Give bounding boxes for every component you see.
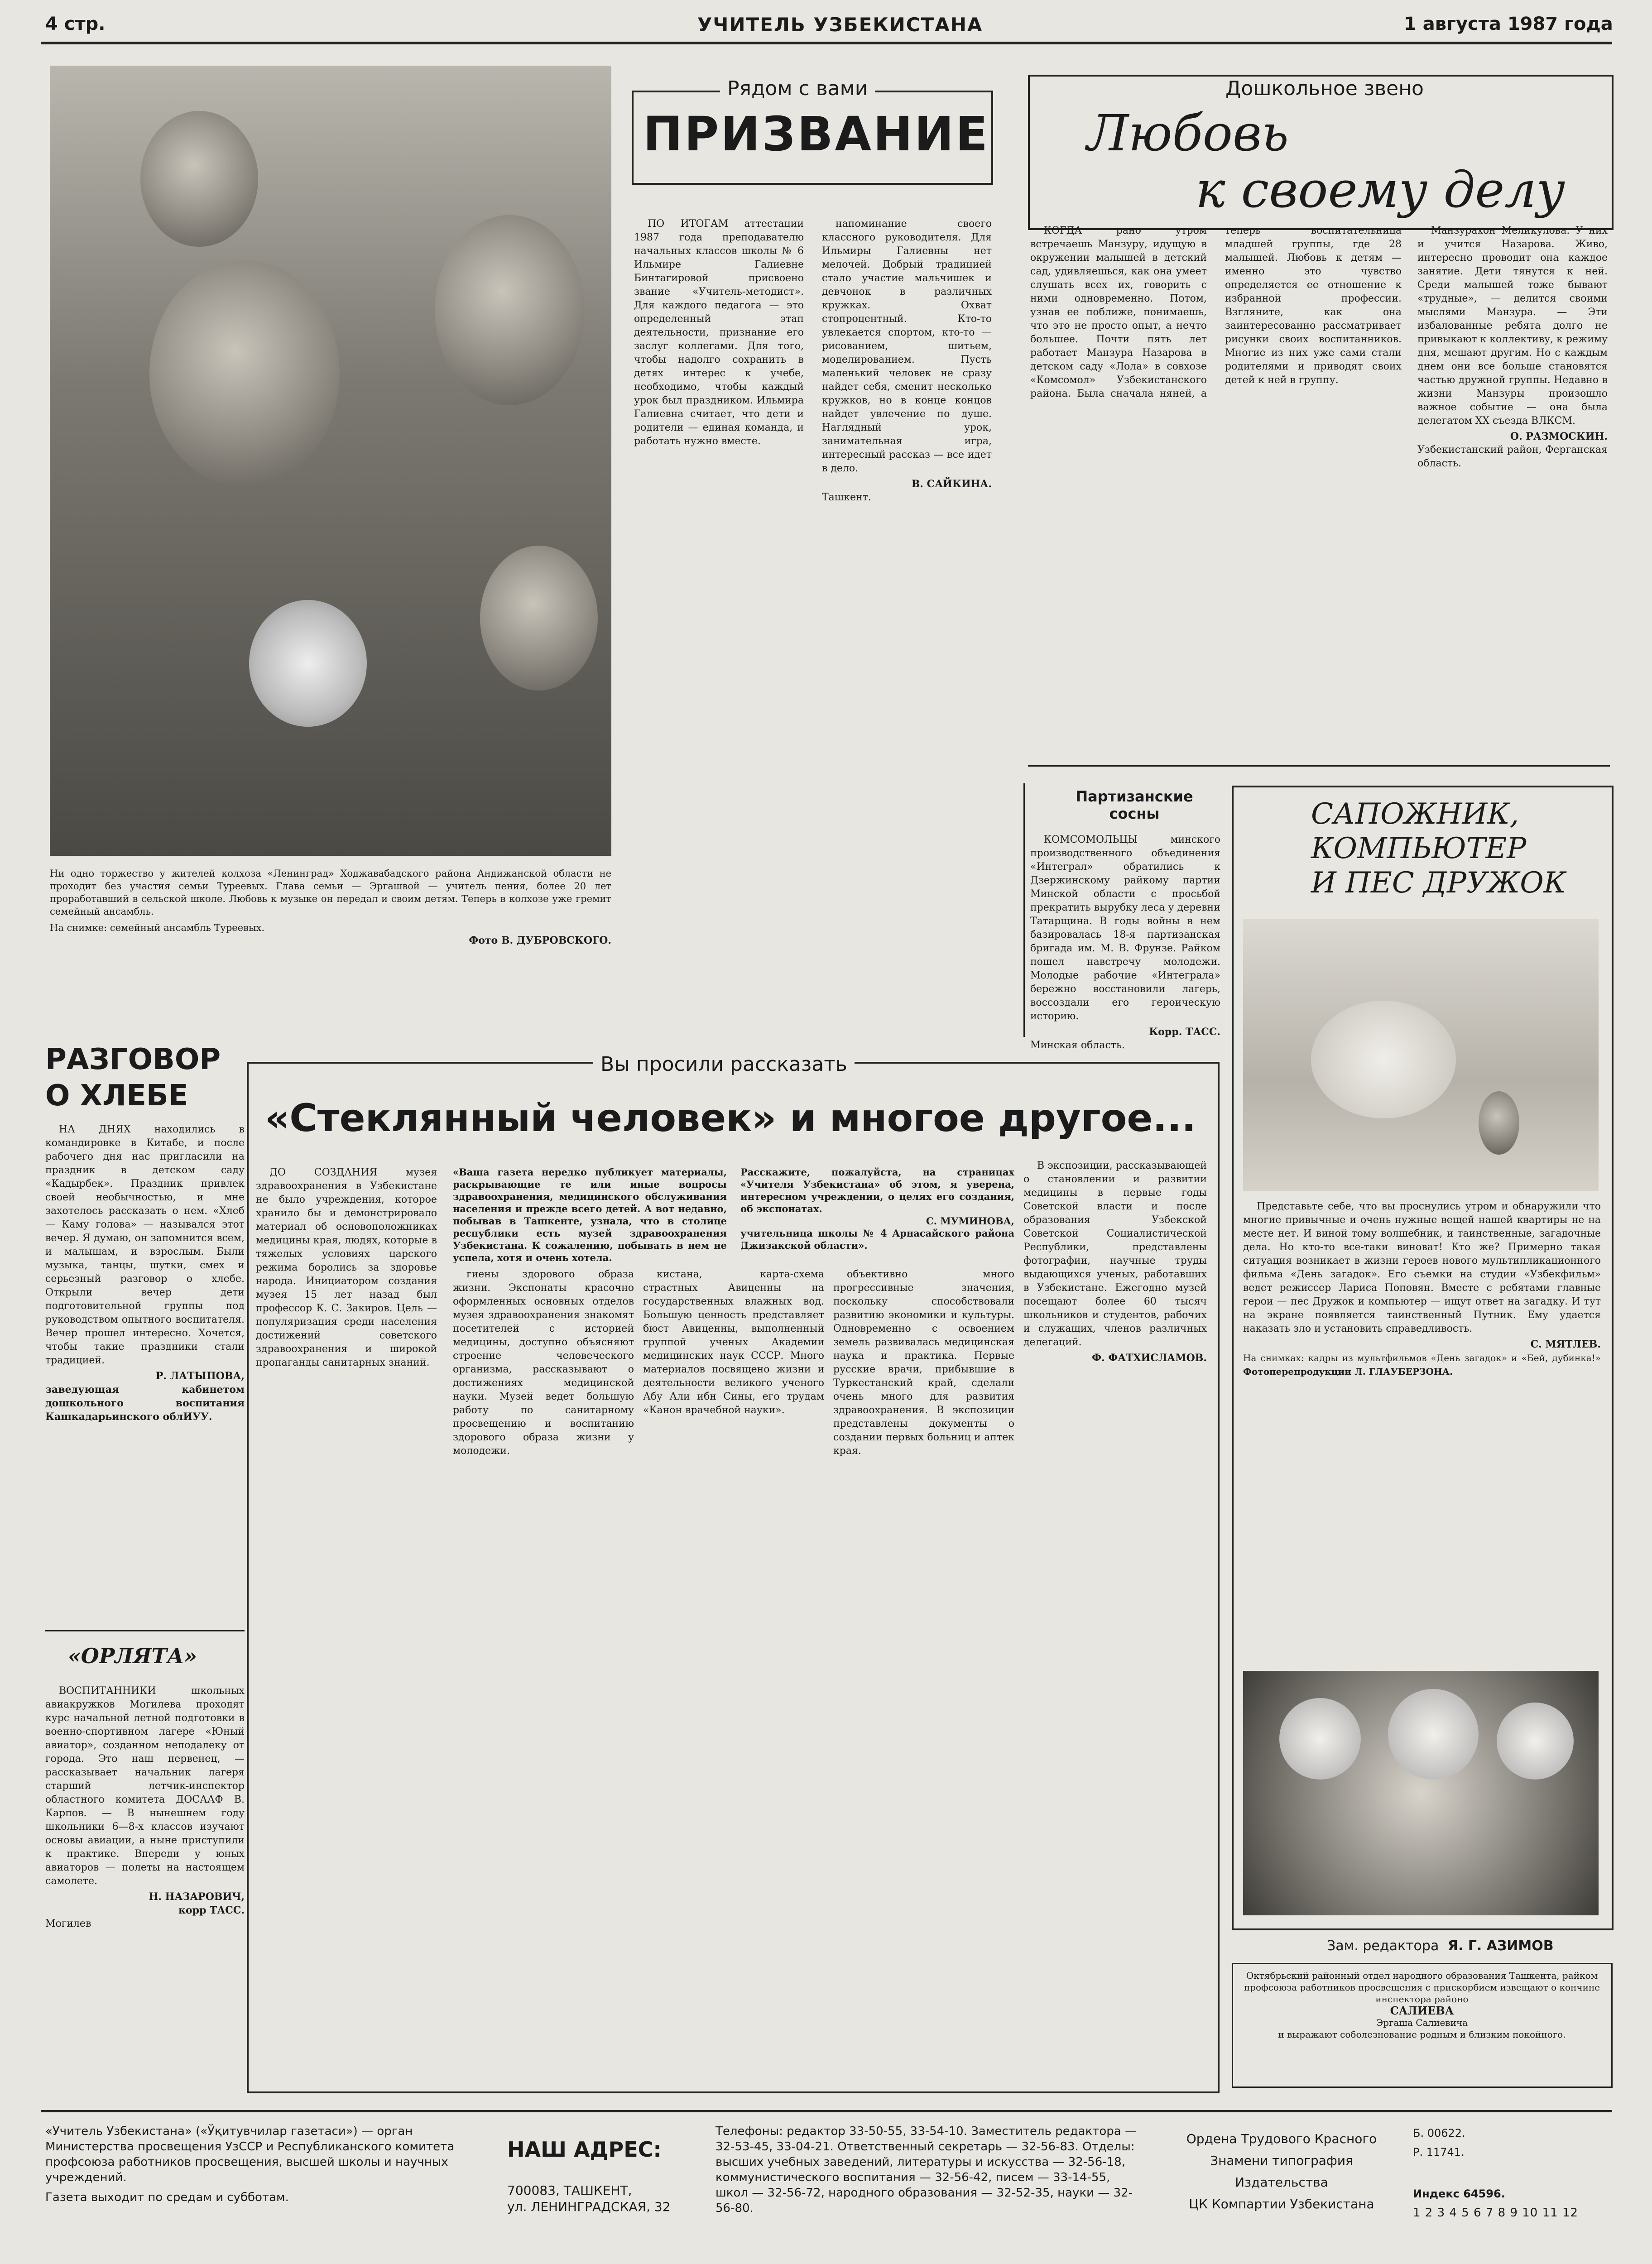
footer-code-2: Р. 11741. <box>1413 2146 1465 2158</box>
prizvanie-signature: В. САЙКИНА. <box>911 478 992 490</box>
footer-digits: 1 2 3 4 5 6 7 8 9 10 11 12 <box>1413 2206 1579 2220</box>
steklyanny-col5: В экспозиции, рассказывающей о становлении и развитии медицины в первые годы Советской власти и после образования Узбекской Советской Социалистической Республики, представлены фотографии, научные труды выдающихся ученых, работавших в Узбекистане. Ежегодно музей посещают более 60 тысяч школьников и студентов, рабочих и служащих, членов различных делегаций. <box>1023 1160 1207 1348</box>
family-photo <box>50 66 611 856</box>
prizvanie-col1: ПО ИТОГАМ аттестации 1987 года преподавателю начальных классов школы № 6 Ильмире Галиевне Бинтагировой присвоено звание «Учитель-методист». Для каждого педагога — это определенный этап деятельности, признание его заслуг коллегами. Для того, чтобы надолго сохранить в детях интерес к учебе, необходимо, чтобы каждый урок был праздником. Ильмира Галиевна считает, что дети и родители — единая команда, и работать нужно вместе. <box>634 218 804 447</box>
photo-note: На снимке: семейный ансамбль Туреевых. <box>50 922 265 933</box>
lyubov-title-2: к своему делу <box>1196 161 1566 219</box>
steklyanny-col3: кистана, карта-схема страстных Авиценны на государственных влажных вод. Большую ценность представляет бюст Авиценны, выполненный группой ученых Академии медицинских наук СССР. Много материалов посвящено жизни и деятельности великого ученого Абу Али ибн Сины, его трудам «Канон врачебной науки». <box>643 1269 824 1416</box>
footer-about: «Учитель Узбекистана» («Ўқитувчилар газетаси») — орган Министерства просвещения УзССР и Республиканского комитета профсоюза работников просвещения, высшей школы и научных учреждений. <box>45 2125 455 2184</box>
condolence-name: САЛИЕВА <box>1390 2004 1454 2017</box>
partizan-text: КОМСОМОЛЬЦЫ минского производственного объединения «Интеграл» обратились к Дзержинскому райкому партии Минской области с просьбой прекратить вырубку леса у деревни Татарщина. В годы войны в нем базировалась 18-я партизанская бригада им. М. В. Фрунзе. Райком пошел навстречу молодежи. Молодые рабочие «Интеграла» бережно восстановили лагерь, воссоздали его героическую историю. <box>1030 834 1220 1022</box>
razgovor-signature: Р. ЛАТЫПОВА, <box>155 1370 245 1382</box>
baby-face <box>249 600 367 727</box>
issue-date: 1 августа 1987 года <box>1404 14 1613 34</box>
footer-address-street: ул. ЛЕНИНГРАДСКАЯ, 32 <box>507 2199 671 2214</box>
footer-order-2: Знамени типография Издательства <box>1210 2153 1353 2190</box>
kids-drawing <box>1479 1091 1519 1155</box>
footer-address-label: НАШ АДРЕС: <box>507 2137 662 2162</box>
sapozhnik-title-3: И ПЕС ДРУЖОК <box>1311 866 1566 900</box>
cartoon-figures-photo <box>1243 1671 1599 1915</box>
lyubov-kicker: Дошкольное звено <box>1218 77 1431 100</box>
partizan-signature: Корр. ТАСС. <box>1149 1026 1220 1038</box>
prizvanie-title: ПРИЗВАНИЕ <box>643 106 990 162</box>
photo-credit: Фото В. ДУБРОВСКОГО. <box>469 935 611 946</box>
partizan-title-1: Партизанские <box>1076 788 1193 805</box>
orlyata-sig-note: корр ТАСС. <box>178 1904 245 1916</box>
lyubov-text: КОГДА рано утром встречаешь Манзуру, идущую в окружении малышей в детский сад, удивляешься, как она умеет слушать всех их, говорить с ними одновременно. Потом, узнав ее поближе, понимаешь, что это не просто опыт, а нечто большее. Почти пять лет работает Манзура Назарова в детском саду «Лола» в совхозе «Комсомол» Узбекистанского района. Была сначала няней, а теперь воспитательница младшей группы, где 28 малышей. Любовь к детям — именно это чувство определяется ее отношение к избранной профессии. Взгляните, как она заинтересованно рассматривает рисунки своих воспитанников. Многие из них уже сами стали родителями и приводят своих детей к ней в группу. <box>1030 225 1402 399</box>
steklyanny-lead-sign-note: учительница школы № 4 Арнасайского района Джизакской области». <box>740 1228 1014 1251</box>
figure-center <box>1388 1689 1479 1780</box>
condolence-name-2: Эргаша Салиевича <box>1376 2017 1468 2028</box>
sapozhnik-title-2: КОМПЬЮТЕР <box>1311 832 1527 865</box>
editor-label: Зам. редактора <box>1327 1938 1439 1954</box>
razgovor-sig-note: заведующая кабинетом дошкольного воспитания Кашкадарьинского облИУУ. <box>45 1384 245 1423</box>
editor-name: Я. Г. АЗИМОВ <box>1447 1938 1554 1954</box>
prizvanie-place: Ташкент. <box>822 492 871 503</box>
newspaper-title: УЧИТЕЛЬ УЗБЕКИСТАНА <box>697 14 983 36</box>
orlyata-signature: Н. НАЗАРОВИЧ, <box>149 1891 245 1903</box>
steklyanny-lead-2: Расскажите, пожалуйста, на страницах «Учителя Узбекистана» об этом, я уверена, интересном учреждении, о целях его создания, об экспонатах. <box>740 1166 1014 1214</box>
page-number: 4 стр. <box>45 14 106 34</box>
steklyanny-col4: объективно много прогрессивные значения, поскольку способствовали развитию экономики и культуры. Одновременно с освоением земель развивалась медицинская наука и практика. Первые русские врачи, прибывшие в Туркестанский край, сделали очень много для развития здравоохранения. В экспозиции представлены документы о создании первых больниц и аптек края. <box>833 1269 1014 1457</box>
partizan-rule <box>1023 783 1025 1037</box>
footer-order-3: ЦК Компартии Узбекистана <box>1189 2197 1374 2211</box>
footer-rule <box>41 2110 1612 2112</box>
masthead-rule <box>41 42 1612 44</box>
orlyata-title: «ОРЛЯТА» <box>68 1644 197 1668</box>
razgovor-rule <box>45 1630 245 1631</box>
father-face <box>149 260 340 487</box>
lyubov-text-2: Манзурахон Меликулова. У них и учится Назарова. Живо, интересно проводит она каждое занятие. Дети тянутся к ней. Среди малышей тоже бывают «трудные», — делится своими мыслями Манзура. — Эти избалованные ребята долго не привыкают к коллективу, к режиму дня, мешают другим. Но с каждым днем они все больше становятся частью дружной группы. Недавно в жизни Манзуры произошло важное событие — она была делегатом XX съезда ВЛКСМ. <box>1417 225 1608 427</box>
lyubov-bottom-rule <box>1028 765 1610 767</box>
steklyanny-lead-1: «Ваша газета нередко публикует материалы, раскрывающие те или иные вопросы здравоохранения, медицинского обслуживания населения и прежде всего детей. А вот недавно, побывав в Ташкенте, узнала, что в столице республики есть музей здравоохранения Узбекистана. К сожалению, побывать в нем не успела, хотя и очень хотела. <box>453 1166 727 1263</box>
condolence-text: Октябрьский районный отдел народного образования Ташкента, райком профсоюза работников просвещения с прискорбием извещают о кончине инспектора районо <box>1244 1970 1600 2005</box>
razgovor-title-1: РАЗГОВОР <box>45 1043 221 1076</box>
condolence-tail: и выражают соболезнование родным и близким покойного. <box>1278 2029 1566 2040</box>
lyubov-signature: О. РАЗМОСКИН. <box>1510 431 1608 442</box>
computer-drawing <box>1311 1001 1456 1118</box>
steklyanny-col1: ДО СОЗДАНИЯ музея здравоохранения в Узбекистане не было учреждения, которое хранило бы и демонстрировало материал об основоположниках медицины края, людях, которые в тяжелых условиях царского режима боролись за здоровье народа. Инициатором создания музея 15 лет назад был профессор К. С. Закиров. Цель — популяризация среди населения достижений советского здравоохранения и широкой пропаганды санитарных знаний. <box>256 1167 437 1368</box>
footer-address-zip: 700083, ТАШКЕНТ, <box>507 2183 632 2198</box>
child-face <box>140 111 258 247</box>
prizvanie-col2: напоминание своего классного руководителя. Для Ильмиры Галиевны нет мелочей. Добрый традицией стало участие мальчишек и девчонок в различных кружках. Охват стопроцентный. Кто-то увлекается спортом, кто-то — рисованием, шитьем, моделированием. Пусть маленький человек не сразу найдет себя, сменит несколько кружков, но в конце концов найдет увлечение по душе. Наглядный урок, занимательная игра, интересный рассказ — все идет в дело. <box>822 218 992 474</box>
figure-left <box>1279 1698 1361 1780</box>
razgovor-title-2: О ХЛЕБЕ <box>45 1079 188 1113</box>
footer-index: Индекс 64596. <box>1413 2187 1505 2200</box>
sapozhnik-text: Представьте себе, что вы проснулись утром и обнаружили что многие привычные и очень нужные вещей нашей квартиры не на месте нет. И виной тому волшебник, и таинственные, загадочные дела. Но кто-то все-таки виноват! Кто же? Примерно такая ситуация возникает в жизни героев нового мультипликационного фильма «День загадок». Его съемки на студии «Узбекфильм» ведет режиссер Лариса Поповян. Вместе с ребятами главные герои — пес Дружок и компьютер — ищут ответ на загадку. И тут на экране появляется таинственный Путник. Ему удается наказать зло и установить справедливость. <box>1243 1201 1601 1334</box>
orlyata-place: Могилев <box>45 1918 91 1929</box>
steklyanny-title: «Стеклянный человек» и многое другое... <box>265 1096 1196 1140</box>
razgovor-text: НА ДНЯХ находились в командировке в Китабе, и после рабочего дня нас пригласили на праздник в детском саду «Кадырбек». Праздник привлек своей необычностью, и мне захотелось рассказать о нем. «Хлеб — Каму голова» — назывался этот вечер. Я думаю, он запомнится всем, и малышам, и взрослым. Были музыка, танцы, шутки, смех и серьезный разговор о хлебе. Открыли вечер дети подготовительной группы под руководством опытного воспитателя. Вечер прошел интересно. Хочется, чтобы такие праздники стали традицией. <box>45 1124 245 1366</box>
prizvanie-kicker: Рядом с вами <box>720 77 875 100</box>
photo-caption: Ни одно торжество у жителей колхоза «Ленинград» Ходжавабадского района Андижанской области не проходит без участия семьи Туреевых. Глава семьи — Эргашвой — учитель пения, более 20 лет проработавший в сельской школе. Любовь к музыке он передал и своим детям. Теперь в колхозе уже гремит семейный ансамбль. <box>50 868 611 917</box>
partizan-title-2: сосны <box>1109 805 1160 822</box>
sapozhnik-title-1: САПОЖНИК, <box>1311 797 1519 831</box>
steklyanny-signature: Ф. ФАТХИСЛАМОВ. <box>1092 1352 1207 1364</box>
sapozhnik-signature: С. МЯТЛЕВ. <box>1530 1338 1601 1350</box>
steklyanny-kicker: Вы просили рассказать <box>593 1053 855 1076</box>
orlyata-text: ВОСПИТАННИКИ школьных авиакружков Могилева проходят курс начальной летной подготовки в военно-спортивном лагере «Юный авиатор», созданном неподалеку от города. Это наш первенец, — рассказывает начальник лагеря старший летчик-инспектор областного комитета ДОСААФ В. Карпов. — В нынешнем году школьники 6—8-х классов изучают основы авиации, а ныне приступили к практике. Впереди у юных авиаторов — полеты на настоящем самолете. <box>45 1685 245 1887</box>
steklyanny-col2: гиены здорового образа жизни. Экспонаты красочно оформленных основных отделов музея здравоохранения знакомят посетителей с историей медицины, доступно объясняют строение человеческого организма, рассказывают о достижениях медицинской науки. Музей ведет большую работу по санитарному просвещению и воспитанию здорового образа жизни у молодежи. <box>453 1269 634 1457</box>
partizan-place: Минская область. <box>1030 1040 1125 1051</box>
figure-right <box>1497 1703 1574 1780</box>
footer-code-1: Б. 00622. <box>1413 2127 1465 2139</box>
footer-order-1: Ордена Трудового Красного <box>1186 2131 1377 2146</box>
footer-schedule: Газета выходит по средам и субботам. <box>45 2191 289 2204</box>
sapozhnik-caption-text: кадры из мультфильмов «День загадок» и «Бей, дубинка!» <box>1308 1353 1601 1363</box>
cartoon-frame-photo <box>1243 919 1599 1191</box>
boy-face <box>435 215 584 405</box>
sapozhnik-photo-credit: Фотоперепродукции Л. ГЛАУБЕРЗОНА. <box>1243 1366 1453 1377</box>
sapozhnik-caption-label: На снимках: <box>1243 1353 1304 1363</box>
lyubov-place: Узбекистанский район, Ферганская область. <box>1417 444 1608 469</box>
small-boy-face <box>480 546 598 691</box>
lyubov-title-1: Любовь <box>1087 104 1289 162</box>
footer-phones: Телефоны: редактор 33-50-55, 33-54-10. Заместитель редактора — 32-53-45, 33-04-21. Ответственный секретарь — 32-56-83. Отделы: высших учебных заведений, литературы и искусства — 32-56-18, коммунистического воспитания — 32-56-42, писем — 33-14-55, школ — 32-56-72, народного образования — 32-52-35, науки — 32-56-80. <box>716 2125 1137 2215</box>
steklyanny-lead-sign: С. МУМИНОВА, <box>926 1215 1014 1227</box>
